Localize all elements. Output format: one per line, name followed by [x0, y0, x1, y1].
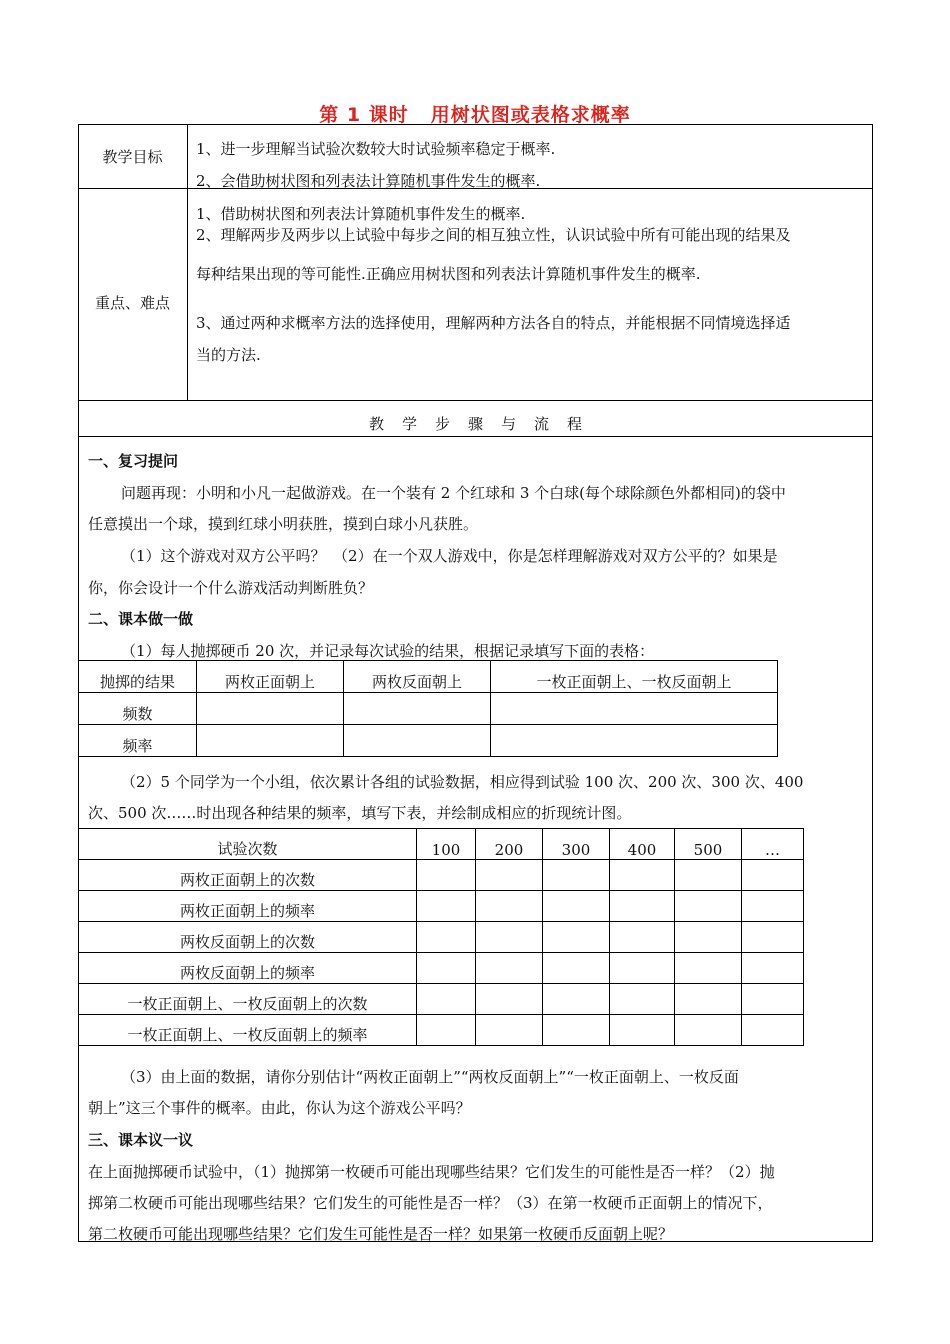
section-3-line: 第二枚硬币可能出现哪些结果？它们发生可能性是否一样？如果第一枚硬币反面朝上呢？: [88, 1225, 674, 1243]
row-label-cell: 两枚正面朝上的频率: [79, 891, 417, 922]
blank-cell: [675, 1015, 742, 1046]
page-title: 第 1 课时 用树状图或表格求概率: [319, 104, 631, 126]
table-header-cell: …: [742, 829, 804, 860]
key-points-label: 重点、难点: [94, 294, 170, 312]
blank-cell: [675, 953, 742, 984]
table-header-cell: 抛掷的结果: [79, 661, 197, 693]
blank-cell: [543, 860, 610, 891]
blank-cell: [491, 725, 778, 757]
section-2-para: 朝上”这三个事件的概率。由此，你认为这个游戏公平吗？: [88, 1099, 471, 1117]
table-row: [79, 829, 804, 860]
blank-cell: [742, 984, 804, 1015]
row-divider: [78, 436, 873, 437]
table-row: [79, 891, 804, 922]
section-3-line: 掷第二枚硬币可能出现哪些结果？它们发生的可能性是否一样？（3）在第一枚硬币正面朝上的情况下，: [88, 1194, 773, 1212]
key-point-line: 2、理解两步及两步以上试验中每步之间的相互独立性，认识试验中所有可能出现的结果及: [196, 226, 791, 244]
table-header-cell: 两枚反面朝上: [344, 661, 491, 693]
section-2-para: 次、500 次……时出现各种结果的频率，填写下表，并绘制成相应的折现统计图。: [88, 804, 632, 822]
table-row: [79, 661, 778, 693]
section-2-para: （3）由上面的数据，请你分别估计“两枚正面朝上”“两枚反面朝上”“一枚正面朝上、一枚反面: [121, 1068, 739, 1086]
key-point-line: 3、通过两种求概率方法的选择使用，理解两种方法各自的特点，并能根据不同情境选择适: [196, 314, 791, 332]
key-point-line: 1、借助树状图和列表法计算随机事件发生的概率.: [196, 205, 526, 223]
blank-cell: [417, 1015, 476, 1046]
table-header-cell: 两枚正面朝上: [197, 661, 344, 693]
row-label-cell: 两枚反面朝上的频率: [79, 953, 417, 984]
table-header-cell: 300: [543, 829, 610, 860]
section-2-heading: 二、课本做一做: [88, 610, 194, 628]
blank-cell: [543, 891, 610, 922]
blank-cell: [543, 953, 610, 984]
row-label-cell: 频率: [79, 725, 197, 757]
blank-cell: [417, 891, 476, 922]
blank-cell: [476, 891, 543, 922]
goal-item-1: 1、进一步理解当试验次数较大时试验频率稳定于概率.: [196, 140, 556, 158]
blank-cell: [417, 953, 476, 984]
key-point-line: 每种结果出现的等可能性.正确应用树状图和列表法计算随机事件发生的概率.: [196, 265, 701, 283]
table-header-cell: 100: [417, 829, 476, 860]
label-column-divider: [187, 124, 188, 400]
blank-cell: [742, 953, 804, 984]
row-label-cell: 两枚正面朝上的次数: [79, 860, 417, 891]
blank-cell: [610, 1015, 675, 1046]
section-1-heading: 一、复习提问: [88, 452, 179, 470]
section-1-line: 你，你会设计一个什么游戏活动判断胜负？: [88, 579, 374, 597]
table-header-cell: 400: [610, 829, 675, 860]
blank-cell: [742, 922, 804, 953]
blank-cell: [344, 693, 491, 725]
blank-cell: [742, 1015, 804, 1046]
blank-cell: [476, 922, 543, 953]
row-label-cell: 两枚反面朝上的次数: [79, 922, 417, 953]
blank-cell: [476, 984, 543, 1015]
blank-cell: [543, 922, 610, 953]
goals-label: 教学目标: [102, 148, 163, 166]
table-row: [79, 922, 804, 953]
table-row: [79, 725, 778, 757]
blank-cell: [543, 984, 610, 1015]
row-label-cell: 频数: [79, 693, 197, 725]
blank-cell: [675, 860, 742, 891]
blank-cell: [610, 922, 675, 953]
table-header-cell: 500: [675, 829, 742, 860]
blank-cell: [476, 1015, 543, 1046]
table-row: [79, 984, 804, 1015]
table-header-cell: 试验次数: [79, 829, 417, 860]
blank-cell: [491, 693, 778, 725]
table-header-cell: 200: [476, 829, 543, 860]
row-label-cell: 一枚正面朝上、一枚反面朝上的次数: [79, 984, 417, 1015]
blank-cell: [742, 891, 804, 922]
blank-cell: [675, 891, 742, 922]
row-divider: [78, 400, 873, 401]
table-row: [79, 860, 804, 891]
section-1-line: 任意摸出一个球，摸到红球小明获胜，摸到白球小凡获胜。: [88, 515, 479, 533]
blank-cell: [476, 953, 543, 984]
blank-cell: [742, 860, 804, 891]
blank-cell: [610, 891, 675, 922]
key-point-line: 当的方法.: [196, 346, 261, 364]
table-row: [79, 693, 778, 725]
blank-cell: [675, 922, 742, 953]
steps-header: 教学步骤与流程: [368, 415, 600, 433]
blank-cell: [417, 860, 476, 891]
frequency-table: [78, 828, 804, 1046]
goal-item-2: 2、会借助树状图和列表法计算随机事件发生的概率.: [196, 172, 541, 190]
section-2-intro: （1）每人抛掷硬币 20 次，并记录每次试验的结果，根据记录填写下面的表格：: [121, 642, 655, 660]
blank-cell: [344, 725, 491, 757]
table-header-cell: 一枚正面朝上、一枚反面朝上: [491, 661, 778, 693]
blank-cell: [197, 725, 344, 757]
blank-cell: [197, 693, 344, 725]
section-3-heading: 三、课本议一议: [88, 1131, 194, 1149]
table-row: [79, 1015, 804, 1046]
blank-cell: [610, 860, 675, 891]
section-1-line: （1）这个游戏对双方公平吗？ （2）在一个双人游戏中，你是怎样理解游戏对双方公平的？如果是: [121, 547, 778, 565]
blank-cell: [610, 953, 675, 984]
blank-cell: [675, 984, 742, 1015]
blank-cell: [543, 1015, 610, 1046]
row-label-cell: 一枚正面朝上、一枚反面朝上的频率: [79, 1015, 417, 1046]
section-3-line: 在上面抛掷硬币试验中，（1）抛掷第一枚硬币可能出现哪些结果？它们发生的可能性是否一样？（2）抛: [88, 1163, 775, 1181]
table-row: [79, 953, 804, 984]
blank-cell: [476, 860, 543, 891]
coin-result-table: [78, 660, 778, 757]
blank-cell: [417, 922, 476, 953]
section-2-para: （2）5 个同学为一个小组，依次累计各组的试验数据，相应得到试验 100 次、200 次、300 次、400: [121, 773, 804, 791]
section-1-line: 问题再现：小明和小凡一起做游戏。在一个装有 2 个红球和 3 个白球(每个球除颜色外都相同)的袋中: [121, 484, 786, 502]
blank-cell: [610, 984, 675, 1015]
blank-cell: [417, 984, 476, 1015]
